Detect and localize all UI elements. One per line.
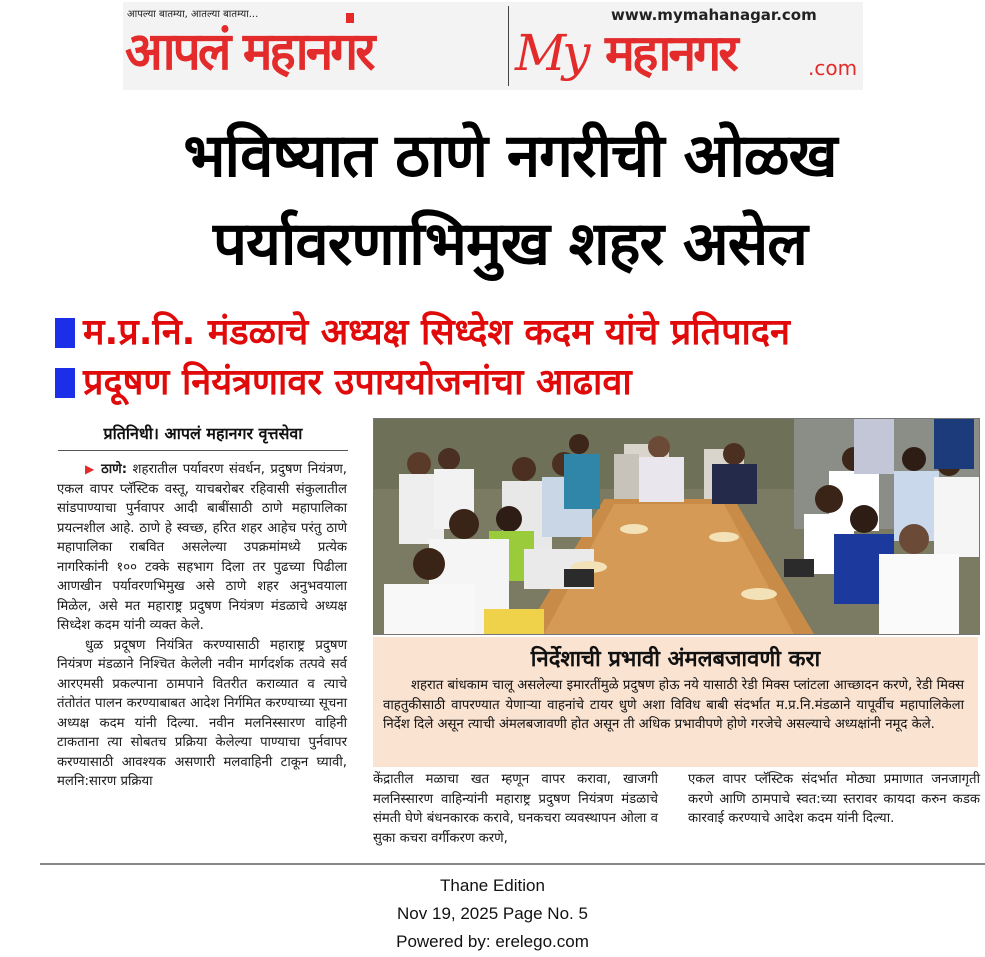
highlight-box-text (373, 674, 978, 735)
masthead-url[interactable]: www.mymahanagar.com (611, 6, 817, 24)
article-paragraph-3: केंद्रातील मळाचा खत म्हणून वापर करावा, खाजगी मलनिस्सारण वाहिन्यांनी महाराष्ट्र प्रदुषण नियंत्रण मंडळाचे संमती घेणे बंधनकारक करावे, घनकचरा व्यवस्थापन ओला व सुका कचरा वर्गीकरण करणे, (373, 772, 658, 846)
footer (0, 872, 985, 956)
square-bullet-icon (55, 318, 75, 348)
footer-powered-by[interactable]: Powered by: erelego.com (396, 932, 589, 951)
article-column-1 (57, 460, 347, 792)
article-column-3 (688, 770, 980, 829)
highlight-box (373, 637, 978, 767)
masthead-dotcom: .com (808, 56, 858, 80)
article-paragraph-2: धुळ प्रदूषण नियंत्रित करण्यासाठी महाराष्ट्र प्रदुषण नियंत्रण मंडळाने निश्चित केलेली नवीन मार्गदर्शक तत्पवे सर्व आरएमसी प्रकल्पाना ठामपाने वितरीत कराव्यात व त्याचे तंतोतंत पालन करण्याबाबत आदेश निर्गमित करण्याच्या सूचना अध्यक्ष कदम यांनी दिल्या. नवीन मलनिस्सारण वाहिनी टाकताना त्या सोबतच प्रक्रिया केलेल्या पाण्याचा पुर्नवापर करण्यासाठी आवश्यक असणारी मलवाहिनी टाकून घ्यावी, मलनि:सारण प्रक्रिया (57, 637, 347, 789)
square-bullet-icon (55, 368, 75, 398)
subhead-2 (55, 358, 985, 408)
meeting-photo-illustration (374, 419, 979, 634)
subhead-text: प्रदूषण नियंत्रणावर उपाययोजनांचा आढावा (83, 362, 632, 403)
highlight-box-title: निर्देशाची प्रभावी अंमलबजावणी करा (530, 647, 821, 672)
article-paragraph-4: एकल वापर प्लॅस्टिक संदर्भात मोठ्या प्रमाणात जनजागृती करणे आणि ठामपाचे स्वत:च्या स्तरावर कायदा करुन कडक कारवाई करण्याचे आदेश कदम यांनी दिल्या. (688, 772, 980, 826)
footer-edition: Thane Edition (440, 876, 545, 895)
subheads (55, 308, 985, 408)
paragraph-text: शहरातील पर्यावरण संवर्धन, प्रदुषण नियंत्रण, एकल वापर प्लॅस्टिक वस्तू, याचबरोबर रहिवासी संकुलातील सांडपाण्याचा पुर्नवापर आदी बाबींसाठी ठाणे महापालिका प्रयत्नशील आहे. ठाणे हे स्वच्छ, हरित शहर आहेच परंतु ठाणे महापालिका राबवित असलेल्या उपक्रमांमध्ये प्रत्येक नागरिकांनी १०० टक्के सहभाग दिला तर पुढच्या पिढीला आणखीन पर्यावरणभिमुख असे ठाणे शहर अनुभवयाला मिळेल, असे मत महाराष्ट्र प्रदुषण नियंत्रण मंडळाचे अध्यक्ष सिध्देश कदम यांनी व्यक्त केले. (57, 462, 347, 633)
masthead-my-script: My (515, 24, 587, 82)
dateline: ठाणे: (101, 462, 127, 477)
article-photo (373, 418, 980, 635)
masthead (123, 2, 863, 90)
bottom-rule (40, 863, 985, 865)
headline (40, 112, 980, 288)
footer-date-page: Nov 19, 2025 Page No. 5 (397, 904, 588, 923)
masthead-divider (508, 6, 509, 86)
masthead-tagline: आपल्या बातम्या, आतल्या बातम्या... (127, 9, 259, 20)
byline: प्रतिनिधी। आपलं महानगर वृत्तसेवा (58, 422, 348, 451)
masthead-logo-marathi (123, 2, 503, 90)
subhead-1 (55, 308, 985, 358)
dateline-arrow-icon: ▶ (85, 462, 96, 476)
highlight-box-paragraph: शहरात बांधकाम चालू असलेल्या इमारतींमुळे प्रदुषण होऊ नये यासाठी रेडी मिक्स प्लांटला आच्छादन करणे, रेडी मिक्स वाहतुकीसाठी वापरण्यात येणाऱ्या वाहनांचे टायर धुणे अशा विविध बाबी संदर्भात म.प्र.नि.मंडळाने यापूर्वीच महापालिकेला निर्देश दिले असून त्याची अंमलबजावणी होत असून ती अधिक प्रभावीपणे होणे गरजेचे असल्याचे अध्यक्षांनी नमूद केले. (383, 678, 964, 732)
article-paragraph-1 (57, 460, 347, 636)
subhead-text: म.प्र.नि. मंडळाचे अध्यक्ष सिध्देश कदम यांचे प्रतिपादन (83, 312, 790, 353)
headline-line-2: पर्यावरणाभिमुख शहर असेल (213, 209, 807, 279)
masthead-title: आपलं महानगर (125, 22, 373, 82)
masthead-title-2: महानगर (605, 24, 736, 82)
headline-line-1: भविष्यात ठाणे नगरीची ओळख (183, 121, 837, 191)
article-column-2 (373, 770, 658, 848)
